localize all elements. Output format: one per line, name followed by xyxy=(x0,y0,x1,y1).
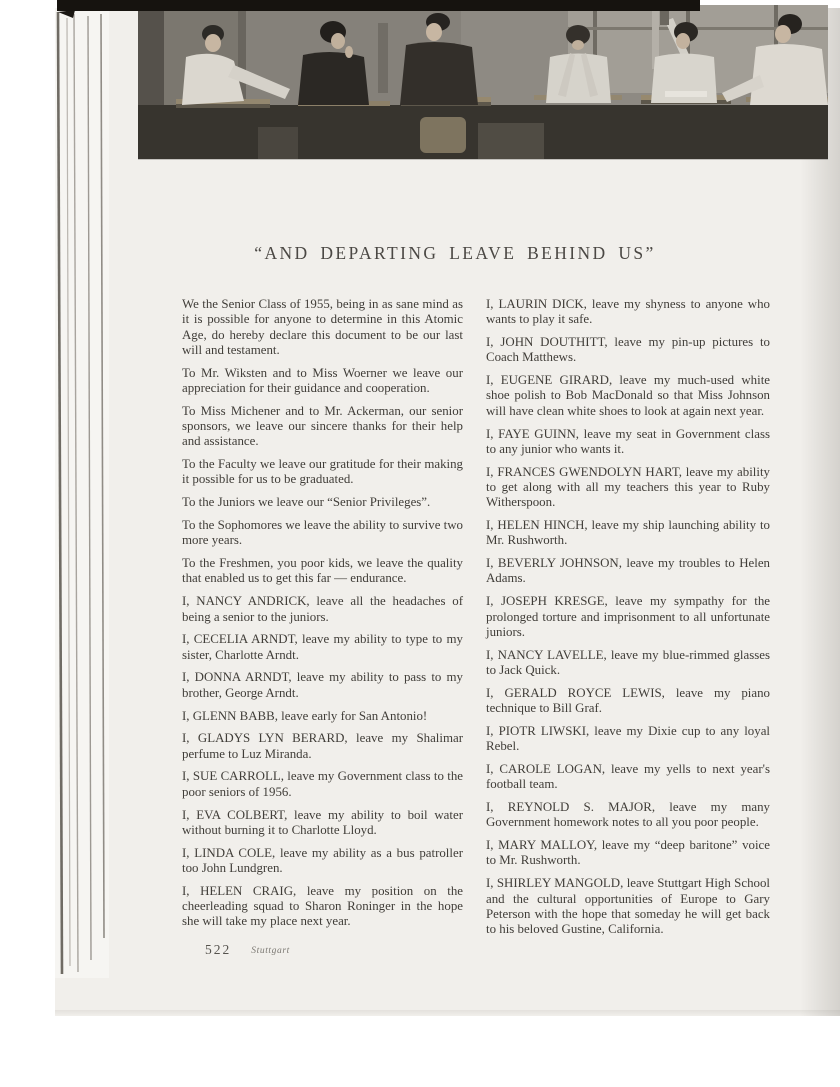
page-title: “AND DEPARTING LEAVE BEHIND US” xyxy=(254,243,656,263)
will-paragraph: I, FRANCES GWENDOLYN HART, leave my ability to get along with all my teachers this year to Ruby Witherspoon. xyxy=(486,464,770,510)
page-bottom-shadow xyxy=(55,1010,840,1016)
will-paragraph: We the Senior Class of 1955, being in as sane mind as it is possible for anyone to determine in this Atomic Age, do hereby declare this document to be our last will and testament. xyxy=(182,297,463,357)
will-paragraph: I, GLADYS LYN BERARD, leave my Shalimar perfume to Luz Miranda. xyxy=(182,731,463,761)
will-paragraph: I, FAYE GUINN, leave my seat in Government class to any junior who wants it. xyxy=(486,426,770,456)
scan-artifact-bar xyxy=(57,0,700,11)
will-paragraph: I, MARY MALLOY, leave my “deep baritone” voice to Mr. Rushworth. xyxy=(486,838,770,868)
will-paragraph: I, REYNOLD S. MAJOR, leave my many Government homework notes to all you poor people. xyxy=(486,800,770,830)
will-paragraph: To the Freshmen, you poor kids, we leave the quality that enabled us to get this far — endurance. xyxy=(182,556,463,586)
classroom-photo xyxy=(138,5,828,159)
will-paragraph: To Mr. Wiksten and to Miss Woerner we leave our appreciation for their guidance and cooperation. xyxy=(182,365,463,395)
will-paragraph: I, LAURIN DICK, leave my shyness to anyone who wants to play it safe. xyxy=(486,297,770,327)
will-paragraph: To the Sophomores we leave the ability to survive two more years. xyxy=(182,518,463,548)
will-paragraph: I, NANCY LAVELLE, leave my blue-rimmed glasses to Jack Quick. xyxy=(486,647,770,677)
will-paragraph: I, EVA COLBERT, leave my ability to boil water without burning it to Charlotte Lloyd. xyxy=(182,807,463,837)
left-column xyxy=(182,297,463,937)
will-paragraph: I, GERALD ROYCE LEWIS, leave my piano technique to Bill Graf. xyxy=(486,685,770,716)
will-paragraph: I, DONNA ARNDT, leave my ability to pass to my brother, George Arndt. xyxy=(182,670,463,700)
will-paragraph: I, BEVERLY JOHNSON, leave my troubles to Helen Adams. xyxy=(486,556,770,586)
will-paragraph: I, GLENN BABB, leave early for San Antonio! xyxy=(182,708,428,723)
will-paragraph: I, JOHN DOUTHITT, leave my pin-up pictures to Coach Matthews. xyxy=(486,335,770,365)
will-paragraph: I, CECELIA ARNDT, leave my ability to type to my sister, Charlotte Arndt. xyxy=(182,632,463,662)
will-paragraph: To the Faculty we leave our gratitude for their making it possible for us to be graduated. xyxy=(182,457,463,487)
will-paragraph: I, JOSEPH KRESGE, leave my sympathy for the prolonged torture and imprisonment to all unfortunate juniors. xyxy=(486,594,770,639)
will-paragraph: To Miss Michener and to Mr. Ackerman, our senior sponsors, we leave our sincere thanks for their help and assistance. xyxy=(182,403,463,449)
will-paragraph: To the Juniors we leave our “Senior Privileges”. xyxy=(182,495,431,510)
book-title-footer: Stuttgart xyxy=(251,946,290,956)
will-paragraph: I, NANCY ANDRICK, leave all the headaches of being a senior to the juniors. xyxy=(182,594,463,624)
will-paragraph: I, LINDA COLE, leave my ability as a bus patroller too John Lundgren. xyxy=(182,845,463,875)
right-column xyxy=(486,297,770,945)
will-paragraph: I, SHIRLEY MANGOLD, leave Stuttgart High School and the cultural opportunities of Europe to Gary Peterson with the hope that someday he will get back to his beloved Gustine, California. xyxy=(486,876,770,937)
page-footer xyxy=(205,941,290,959)
will-paragraph: I, SUE CARROLL, leave my Government class to the poor seniors of 1956. xyxy=(182,769,463,799)
book-leaf-edges xyxy=(55,8,109,978)
will-paragraph: I, HELEN HINCH, leave my ship launching ability to Mr. Rushworth. xyxy=(486,518,770,548)
page-number: 522 xyxy=(205,942,232,957)
will-paragraph: I, PIOTR LIWSKI, leave my Dixie cup to any loyal Rebel. xyxy=(486,723,770,754)
will-paragraph: I, EUGENE GIRARD, leave my much-used white shoe polish to Bob MacDonald so that Miss Johnson will have clean white shoes to look at again next year. xyxy=(486,373,770,418)
will-paragraph: I, HELEN CRAIG, leave my position on the cheerleading squad to Sharon Roninger in the hope she will take my place next year. xyxy=(182,883,463,929)
page-edge-shadow xyxy=(800,8,840,1016)
will-paragraph: I, CAROLE LOGAN, leave my yells to next year's football team. xyxy=(486,761,770,792)
